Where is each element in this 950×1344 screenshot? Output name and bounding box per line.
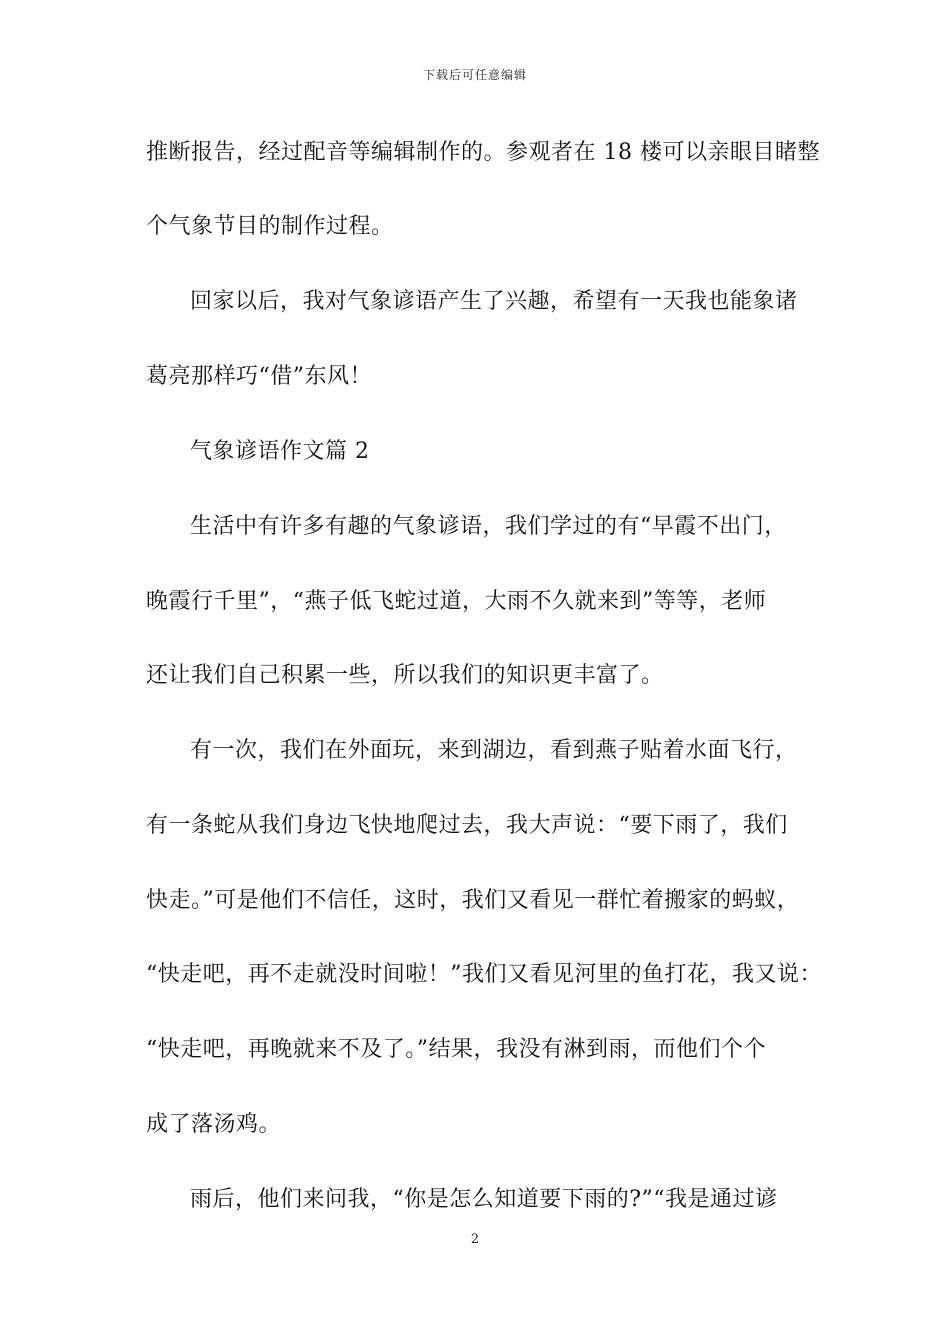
text-line: 推断报告，经过配音等编辑制作的。参观者在 18 楼可以亲眼目睹整 — [146, 140, 820, 165]
page-number: 2 — [470, 1232, 480, 1247]
paragraph-start-line: 雨后，他们来问我，“你是怎么知道要下雨的?”“我是通过谚 — [190, 1187, 778, 1212]
text-line: 还让我们自己积累一些，所以我们的知识更丰富了。 — [146, 663, 664, 688]
text-line: “快走吧，再不走就没时间啦！”我们又看见河里的鱼打花，我又说： — [146, 962, 822, 987]
text-line: 晚霞行千里”，“燕子低飞蛇过道，大雨不久就来到”等等，老师 — [146, 589, 767, 614]
paragraph-start-line: 生活中有许多有趣的气象谚语，我们学过的有“早霞不出门， — [190, 514, 787, 539]
text-line: 个气象节目的制作过程。 — [146, 214, 394, 239]
paragraph-start-line: 有一次，我们在外面玩，来到湖边，看到燕子贴着水面飞行， — [190, 738, 798, 763]
text-line: 葛亮那样巧“借”东风！ — [146, 364, 372, 389]
page-header: 下载后可任意编辑 — [422, 68, 527, 82]
text-line: “快走吧，再晚就来不及了。”结果，我没有淋到雨，而他们个个 — [146, 1037, 766, 1062]
text-line: 成了落汤鸡。 — [146, 1112, 282, 1137]
section-title: 气象谚语作文篇 2 — [190, 439, 370, 464]
text-line: 有一条蛇从我们身边飞快地爬过去，我大声说：“要下雨了，我们 — [146, 813, 788, 838]
text-line: 快走。”可是他们不信任，这时，我们又看见一群忙着搬家的蚂蚁， — [146, 888, 800, 913]
paragraph-start-line: 回家以后，我对气象谚语产生了兴趣，希望有一天我也能象诸 — [190, 289, 798, 314]
